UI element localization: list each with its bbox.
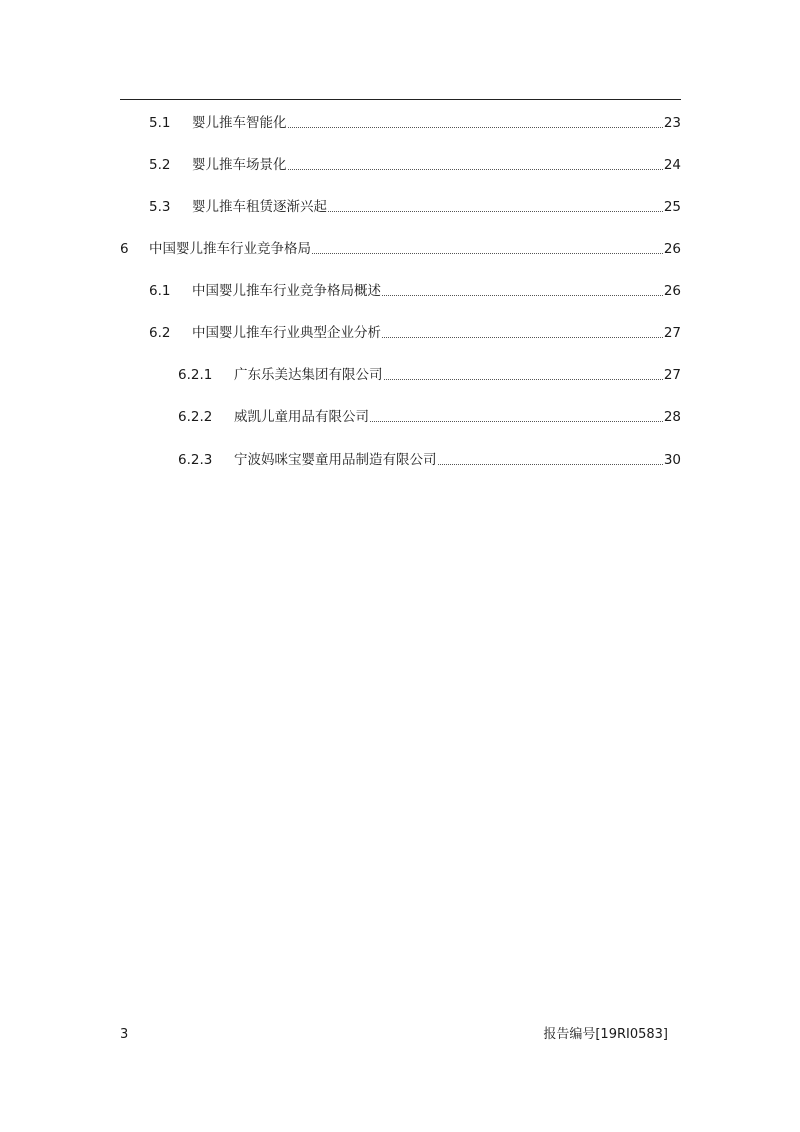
toc-dot-leader xyxy=(288,127,663,128)
toc-entry-number: 5.1 xyxy=(149,115,171,131)
toc-dot-leader xyxy=(288,169,663,170)
toc-entry-number: 6 xyxy=(120,241,129,257)
toc-entry-title: 威凯儿童用品有限公司 xyxy=(234,409,369,425)
toc-entry-page: 25 xyxy=(663,199,681,215)
toc-entry-6-2[interactable] xyxy=(149,323,681,343)
toc-entry-page: 24 xyxy=(663,157,681,173)
toc-entry-title: 广东乐美达集团有限公司 xyxy=(234,367,383,383)
toc-entry-5-3[interactable] xyxy=(149,197,681,217)
toc-entry-title: 中国婴儿推车行业竞争格局概述 xyxy=(192,283,381,299)
toc-dot-leader xyxy=(382,295,663,296)
toc-entry-number: 6.2.2 xyxy=(178,409,213,425)
toc-entry-page: 30 xyxy=(663,452,681,468)
toc-entry-number: 6.2 xyxy=(149,325,171,341)
toc-dot-leader xyxy=(382,337,663,338)
toc-entry-number: 6.1 xyxy=(149,283,171,299)
toc-dot-leader xyxy=(328,211,663,212)
toc-entry-number: 6.2.1 xyxy=(178,367,213,383)
toc-dot-leader xyxy=(438,464,663,465)
toc-entry-page: 27 xyxy=(663,367,681,383)
footer-report-id: 报告编号[19RI0583] xyxy=(543,1027,668,1042)
toc-entry-number: 6.2.3 xyxy=(178,452,213,468)
toc-dot-leader xyxy=(384,379,663,380)
toc-entry-title: 中国婴儿推车行业典型企业分析 xyxy=(192,325,381,341)
toc-entry-6-2-3[interactable] xyxy=(178,450,681,470)
toc-entry-5-1[interactable] xyxy=(149,113,681,133)
toc-entry-page: 23 xyxy=(663,115,681,131)
toc-entry-6-2-1[interactable] xyxy=(178,365,681,385)
toc-entry-page: 27 xyxy=(663,325,681,341)
toc-entry-page: 28 xyxy=(663,409,681,425)
toc-entry-6-2-2[interactable] xyxy=(178,407,681,427)
toc-entry-title: 中国婴儿推车行业竞争格局 xyxy=(149,241,311,257)
toc-entry-number: 5.2 xyxy=(149,157,171,173)
footer-page-number: 3 xyxy=(120,1027,129,1042)
toc-entry-6[interactable] xyxy=(120,239,681,259)
toc-dot-leader xyxy=(312,253,663,254)
toc-dot-leader xyxy=(370,421,663,422)
toc-entry-page: 26 xyxy=(663,283,681,299)
toc-entry-title: 婴儿推车场景化 xyxy=(192,157,287,173)
toc-entry-number: 5.3 xyxy=(149,199,171,215)
toc-entry-title: 婴儿推车租赁逐渐兴起 xyxy=(192,199,327,215)
header-rule xyxy=(120,99,681,100)
toc-entry-5-2[interactable] xyxy=(149,155,681,175)
toc-entry-title: 宁波妈咪宝婴童用品制造有限公司 xyxy=(234,452,437,468)
toc-entry-6-1[interactable] xyxy=(149,281,681,301)
toc-entry-title: 婴儿推车智能化 xyxy=(192,115,287,131)
toc-entry-page: 26 xyxy=(663,241,681,257)
